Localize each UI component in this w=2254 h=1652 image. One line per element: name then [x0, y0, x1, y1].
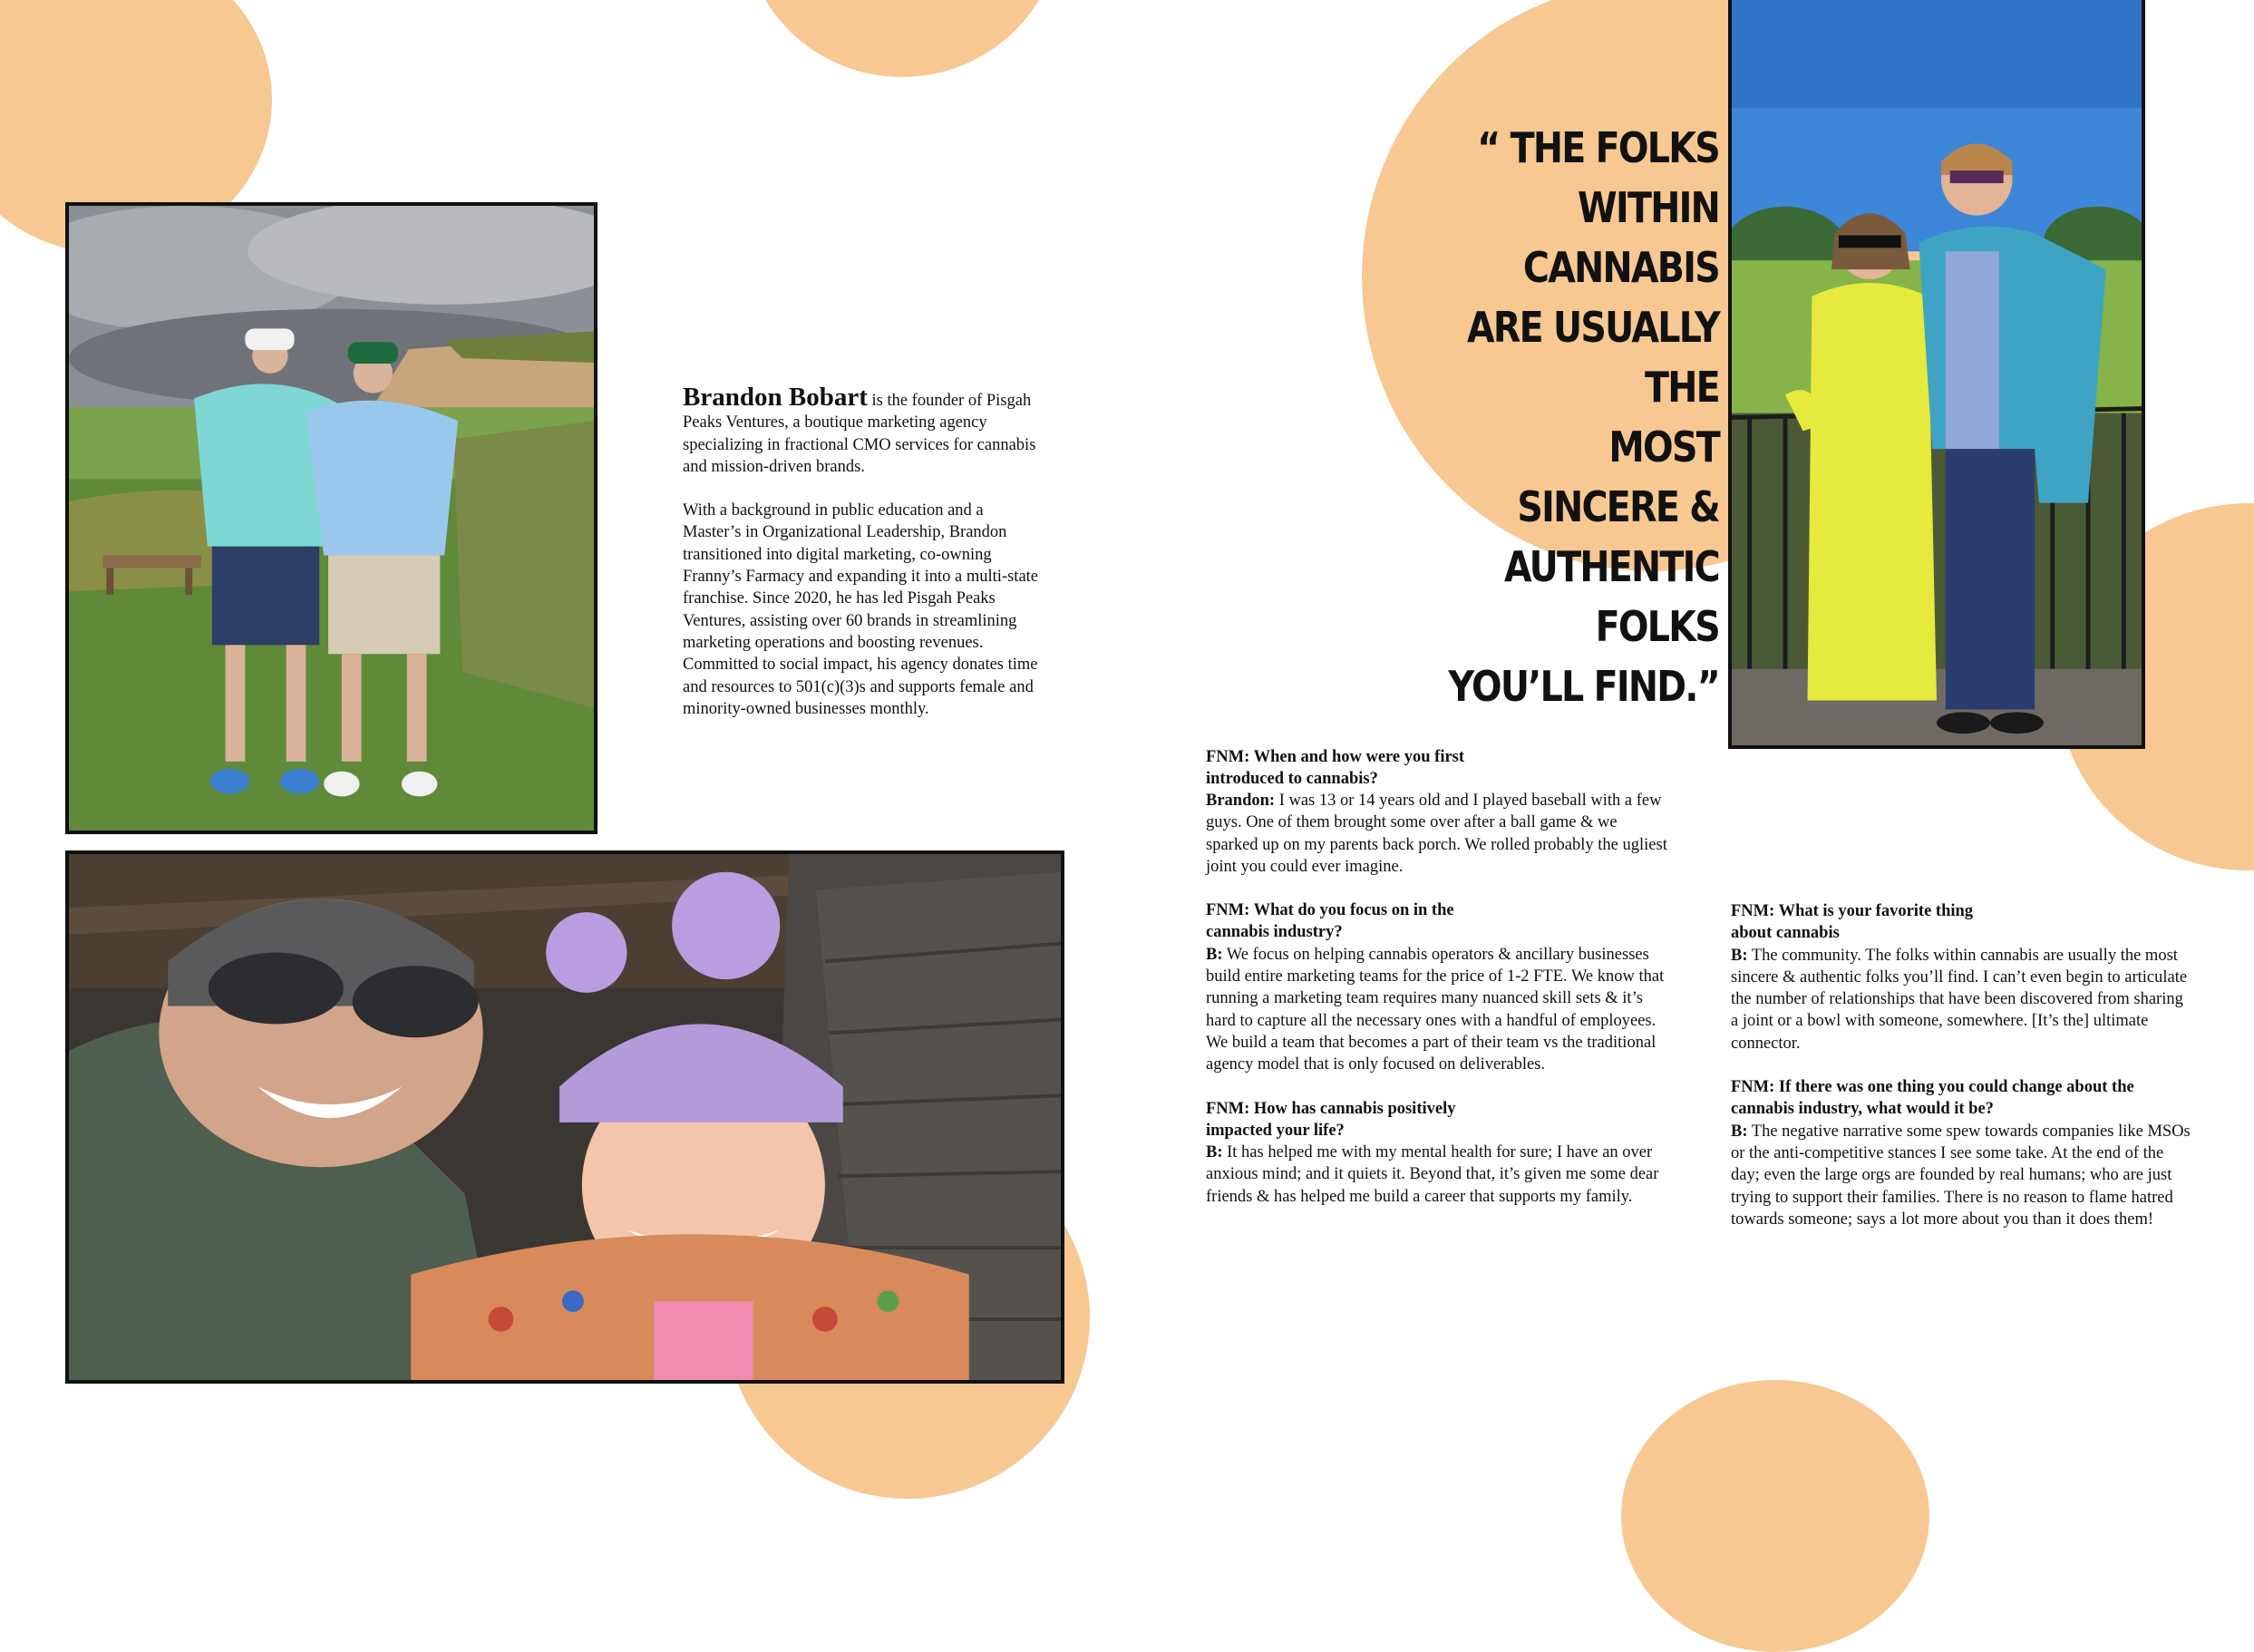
interview-answer: [1206, 790, 1668, 878]
bio-intro: [683, 383, 1041, 478]
speaker-label: B:: [1731, 1122, 1748, 1141]
pull-quote-line: YOU’LL FIND.”: [1448, 662, 1719, 711]
interview-column-right: [1731, 900, 2193, 1252]
interview-item: [1731, 900, 2193, 1054]
bio-name: Brandon Bobart: [683, 383, 868, 412]
speaker-label: B:: [1206, 945, 1223, 964]
interview-question: FNM: If there was one thing you could change about the cannabis industry, what would it be?: [1731, 1078, 2134, 1119]
pull-quote-line: AUTHENTIC FOLKS: [1503, 542, 1719, 651]
family-selfie-photo: [65, 850, 1064, 1384]
pull-quote-line: “ THE FOLKS: [1477, 123, 1719, 172]
interview-item: [1731, 1076, 2193, 1230]
answer-text: The negative narrative some spew towards companies like MSOs or the anti-competitive stances I see some take. At the end of the day; even the large orgs are founded by real humans; who are just trying to support their families. There is no reason to flame hatred towards someone; says a lot more about you than it does them!: [1731, 1122, 2191, 1229]
decorative-circle-bottom-right: [1621, 1380, 1929, 1652]
answer-text: The community. The folks within cannabis are usually the most sincere & authentic folks you’ll find. I can’t even begin to articulate the number of relationships that have been discovered from sharing a joint or a bowl with someone, somewhere. [It’s the] ultimate connector.: [1731, 946, 2188, 1053]
interview-question: FNM: What is your favorite thing about cannabis: [1731, 902, 1974, 943]
speaker-label: B:: [1206, 1143, 1223, 1162]
speaker-label: B:: [1731, 946, 1748, 965]
couple-event-photo: [1728, 0, 2145, 749]
decorative-circle-top-center: [743, 0, 1061, 77]
answer-text: I was 13 or 14 years old and I played baseball with a few guys. One of them brought some over after a ball game & we sparked up on my parents back porch. We rolled probably the ugliest joint you could ever imagine.: [1206, 792, 1667, 876]
interview-item: [1206, 746, 1478, 791]
answer-text: It has helped me with my mental health for sure; I have an over anxious mind; and it quiets it. Beyond that, it’s given me some dear friends & has helped me build a career that supports my family.: [1206, 1143, 1659, 1206]
answer-text: We focus on helping cannabis operators & ancillary businesses build entire marketing teams for the price of 1-2 FTE. We know that running a marketing team requires many nuanced skill sets & it’s hard to capture all the necessary ones with a handful of employees. We build a team that becomes a part of their team vs the traditional agency model that is only focused on deliverables.: [1206, 945, 1665, 1074]
interview-question: FNM: What do you focus on in the cannabis industry?: [1206, 901, 1454, 942]
pull-quote-line: MOST SINCERE &: [1517, 423, 1719, 531]
interview-question: FNM: How has cannabis positively impacted your life?: [1206, 1099, 1456, 1140]
golf-course-photo: [65, 202, 598, 834]
pull-quote-line: ARE USUALLY THE: [1467, 303, 1719, 412]
interview-answers-left: [1206, 790, 1668, 1229]
pull-quote: [1442, 118, 1719, 716]
bio-paragraph: With a background in public education and a Master’s in Organizational Leadership, Brandon transitioned into digital marketing, co-owning Franny’s Farmacy and expanding it into a multi-state franchise. Since 2020, he has led Pisgah Peaks Ventures, assisting over 60 brands in streamlining marketing operations and boosting revenues. Committed to social impact, his agency donates time and resources to 501(c)(3)s and supports female and minority-owned businesses monthly.: [683, 501, 1039, 718]
bio-intro-text: is the founder of Pisgah Peaks Ventures, a boutique marketing agency specializing in fractional CMO services for cannabis and mission-driven brands.: [683, 392, 1036, 476]
interview-item: [1206, 899, 1668, 1075]
author-bio: [683, 383, 1041, 742]
speaker-label: Brandon:: [1206, 792, 1276, 810]
interview-question: FNM: When and how were you first introduced to cannabis?: [1206, 748, 1465, 789]
interview-item: [1206, 1098, 1668, 1208]
pull-quote-line: WITHIN CANNABIS: [1522, 183, 1719, 292]
